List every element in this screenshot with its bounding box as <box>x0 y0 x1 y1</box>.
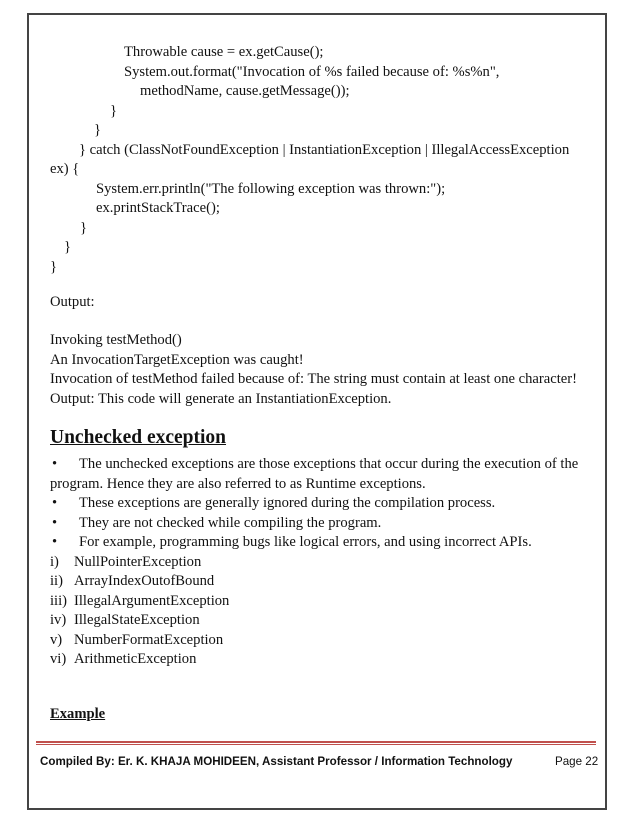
footer-rule <box>36 741 596 743</box>
code-line: } <box>94 122 102 138</box>
code-line: Throwable cause = ex.getCause(); <box>124 44 324 60</box>
list-text: ArithmeticException <box>74 651 197 667</box>
code-line: } <box>50 259 58 275</box>
list-marker: i) <box>50 554 59 570</box>
list-text: NumberFormatException <box>74 632 224 648</box>
list-item <box>50 650 196 670</box>
list-text: ArrayIndexOutofBound <box>74 573 215 589</box>
list-marker: v) <box>50 632 63 648</box>
list-item <box>50 631 223 651</box>
example-heading: Example <box>50 706 106 722</box>
list-item <box>50 553 201 573</box>
bullet-mark: • <box>52 534 58 550</box>
list-marker: vi) <box>50 651 67 667</box>
footer-rule <box>36 744 596 745</box>
list-item <box>50 592 229 612</box>
code-line: System.err.println("The following exception was thrown:"); <box>96 181 446 197</box>
bullet-item <box>52 455 578 475</box>
list-text: NullPointerException <box>74 554 202 570</box>
code-line: System.out.format("Invocation of %s failed because of: %s%n", <box>124 64 500 80</box>
code-line: } catch (ClassNotFoundException | InstantiationException | IllegalAccessException <box>79 142 570 158</box>
code-line: ex) { <box>50 161 80 177</box>
code-line: } <box>64 239 72 255</box>
page-number: Page 22 <box>555 755 599 768</box>
list-marker: iii) <box>50 593 68 609</box>
bullet-mark: • <box>52 495 58 511</box>
output-line: Invoking testMethod() <box>50 332 182 348</box>
bullet-item <box>52 494 495 514</box>
bullet-text: They are not checked while compiling the program. <box>79 515 382 531</box>
list-text: IllegalStateException <box>74 612 200 628</box>
page-border <box>27 13 607 810</box>
list-marker: ii) <box>50 573 63 589</box>
bullet-item <box>52 533 532 553</box>
footer-credit: Compiled By: Er. K. KHAJA MOHIDEEN, Assistant Professor / Information Technology <box>40 755 513 768</box>
bullet-continuation: program. Hence they are also referred to as Runtime exceptions. <box>50 476 426 492</box>
list-item <box>50 611 200 631</box>
output-line: An InvocationTargetException was caught! <box>50 352 304 368</box>
list-text: IllegalArgumentException <box>74 593 230 609</box>
output-label: Output: <box>50 294 95 310</box>
bullet-mark: • <box>52 515 58 531</box>
bullet-text: The unchecked exceptions are those exceptions that occur during the execution of the <box>79 456 579 472</box>
code-line: methodName, cause.getMessage()); <box>140 83 350 99</box>
bullet-text: For example, programming bugs like logical errors, and using incorrect APIs. <box>79 534 532 550</box>
code-line: ex.printStackTrace(); <box>96 200 220 216</box>
bullet-item <box>52 514 381 534</box>
section-heading: Unchecked exception <box>50 427 227 448</box>
list-marker: iv) <box>50 612 67 628</box>
list-item <box>50 572 214 592</box>
output-line: Invocation of testMethod failed because of: The string must contain at least one character! <box>50 371 577 387</box>
code-line: } <box>80 220 88 236</box>
code-line: } <box>110 103 118 119</box>
bullet-mark: • <box>52 456 58 472</box>
bullet-text: These exceptions are generally ignored during the compilation process. <box>79 495 496 511</box>
output-line: Output: This code will generate an InstantiationException. <box>50 391 392 407</box>
